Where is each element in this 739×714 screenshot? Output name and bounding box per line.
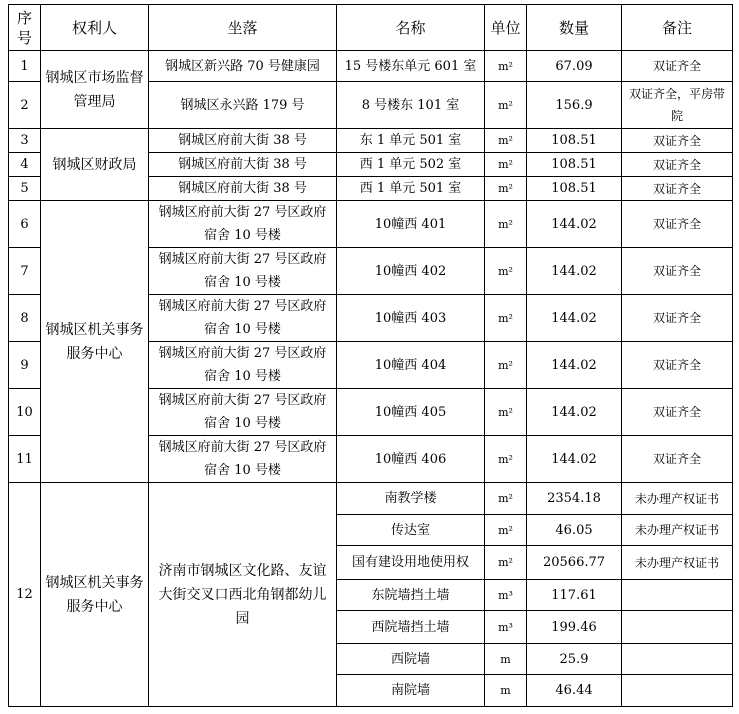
owner-cell: 钢城区机关事务服务中心 [41,201,149,483]
name-cell: 南教学楼 [337,483,485,515]
table-row [9,129,733,153]
name-cell: 国有建设用地使用权 [337,546,485,580]
location-cell: 钢城区府前大街 27 号区政府宿舍 10 号楼 [149,436,337,483]
note-cell [622,580,733,611]
qty-cell: 108.51 [527,129,622,153]
location-cell: 钢城区府前大街 38 号 [149,129,337,153]
unit-cell: m² [485,295,527,342]
note-cell: 未办理产权证书 [622,483,733,515]
note-cell: 双证齐全 [622,153,733,177]
location-cell: 钢城区府前大街 27 号区政府宿舍 10 号楼 [149,389,337,436]
name-cell: 西 1 单元 501 室 [337,177,485,201]
qty-cell: 144.02 [527,201,622,248]
unit-cell: m² [485,177,527,201]
seq-cell: 5 [9,177,41,201]
name-cell: 10幢西 406 [337,436,485,483]
owner-cell: 钢城区市场监督管理局 [41,51,149,129]
name-cell: 南院墙 [337,675,485,707]
qty-cell: 67.09 [527,51,622,82]
qty-cell: 108.51 [527,177,622,201]
note-cell: 双证齐全 [622,389,733,436]
header-location: 坐落 [149,5,337,51]
qty-cell: 144.02 [527,342,622,389]
name-cell: 8 号楼东 101 室 [337,82,485,129]
name-cell: 10幢西 404 [337,342,485,389]
asset-table [8,4,733,707]
qty-cell: 20566.77 [527,546,622,580]
note-cell: 双证齐全 [622,295,733,342]
qty-cell: 156.9 [527,82,622,129]
qty-cell: 199.46 [527,611,622,644]
qty-cell: 25.9 [527,644,622,675]
unit-cell: m² [485,248,527,295]
seq-cell: 8 [9,295,41,342]
name-cell: 西院墙 [337,644,485,675]
note-cell: 双证齐全 [622,129,733,153]
unit-cell: m³ [485,580,527,611]
unit-cell: m² [485,129,527,153]
note-cell: 双证齐全 [622,436,733,483]
header-owner: 权利人 [41,5,149,51]
qty-cell: 144.02 [527,389,622,436]
unit-cell: m² [485,51,527,82]
seq-cell: 7 [9,248,41,295]
unit-cell: m² [485,82,527,129]
location-cell: 济南市钢城区文化路、友谊大街交叉口西北角钢都幼儿园 [149,483,337,707]
seq-cell: 6 [9,201,41,248]
unit-cell: m² [485,483,527,515]
location-cell: 钢城区府前大街 27 号区政府宿舍 10 号楼 [149,248,337,295]
qty-cell: 144.02 [527,248,622,295]
qty-cell: 2354.18 [527,483,622,515]
name-cell: 西 1 单元 502 室 [337,153,485,177]
seq-cell: 4 [9,153,41,177]
unit-cell: m³ [485,611,527,644]
name-cell: 10幢西 405 [337,389,485,436]
location-cell: 钢城区新兴路 70 号健康园 [149,51,337,82]
location-cell: 钢城区府前大街 27 号区政府宿舍 10 号楼 [149,295,337,342]
header-unit: 单位 [485,5,527,51]
header-qty: 数量 [527,5,622,51]
qty-cell: 117.61 [527,580,622,611]
note-cell: 双证齐全 [622,51,733,82]
seq-cell: 9 [9,342,41,389]
seq-cell: 10 [9,389,41,436]
header-note: 备注 [622,5,733,51]
header-row [9,5,733,51]
note-cell: 双证齐全，平房带院 [622,82,733,129]
name-cell: 东院墙挡土墙 [337,580,485,611]
unit-cell: m² [485,389,527,436]
qty-cell: 144.02 [527,436,622,483]
note-cell: 未办理产权证书 [622,546,733,580]
unit-cell: m² [485,201,527,248]
location-cell: 钢城区府前大街 38 号 [149,153,337,177]
name-cell: 10幢西 403 [337,295,485,342]
qty-cell: 144.02 [527,295,622,342]
note-cell [622,611,733,644]
location-cell: 钢城区府前大街 27 号区政府宿舍 10 号楼 [149,201,337,248]
name-cell: 10幢西 401 [337,201,485,248]
unit-cell: m [485,644,527,675]
name-cell: 西院墙挡土墙 [337,611,485,644]
owner-cell: 钢城区机关事务服务中心 [41,483,149,707]
seq-cell: 1 [9,51,41,82]
note-cell: 双证齐全 [622,248,733,295]
table-row [9,201,733,248]
name-cell: 15 号楼东单元 601 室 [337,51,485,82]
seq-cell: 3 [9,129,41,153]
header-name: 名称 [337,5,485,51]
note-cell: 双证齐全 [622,201,733,248]
location-cell: 钢城区府前大街 27 号区政府宿舍 10 号楼 [149,342,337,389]
table-row [9,483,733,515]
unit-cell: m² [485,153,527,177]
seq-cell: 11 [9,436,41,483]
header-seq: 序号 [9,5,41,51]
note-cell [622,675,733,707]
location-cell: 钢城区府前大街 38 号 [149,177,337,201]
seq-cell: 12 [9,483,41,707]
note-cell: 双证齐全 [622,177,733,201]
location-cell: 钢城区永兴路 179 号 [149,82,337,129]
unit-cell: m² [485,436,527,483]
seq-cell: 2 [9,82,41,129]
owner-cell: 钢城区财政局 [41,129,149,201]
unit-cell: m² [485,546,527,580]
unit-cell: m² [485,342,527,389]
unit-cell: m² [485,515,527,546]
note-cell [622,644,733,675]
name-cell: 10幢西 402 [337,248,485,295]
qty-cell: 46.44 [527,675,622,707]
note-cell: 双证齐全 [622,342,733,389]
qty-cell: 108.51 [527,153,622,177]
table-row [9,51,733,82]
name-cell: 传达室 [337,515,485,546]
name-cell: 东 1 单元 501 室 [337,129,485,153]
unit-cell: m [485,675,527,707]
note-cell: 未办理产权证书 [622,515,733,546]
qty-cell: 46.05 [527,515,622,546]
